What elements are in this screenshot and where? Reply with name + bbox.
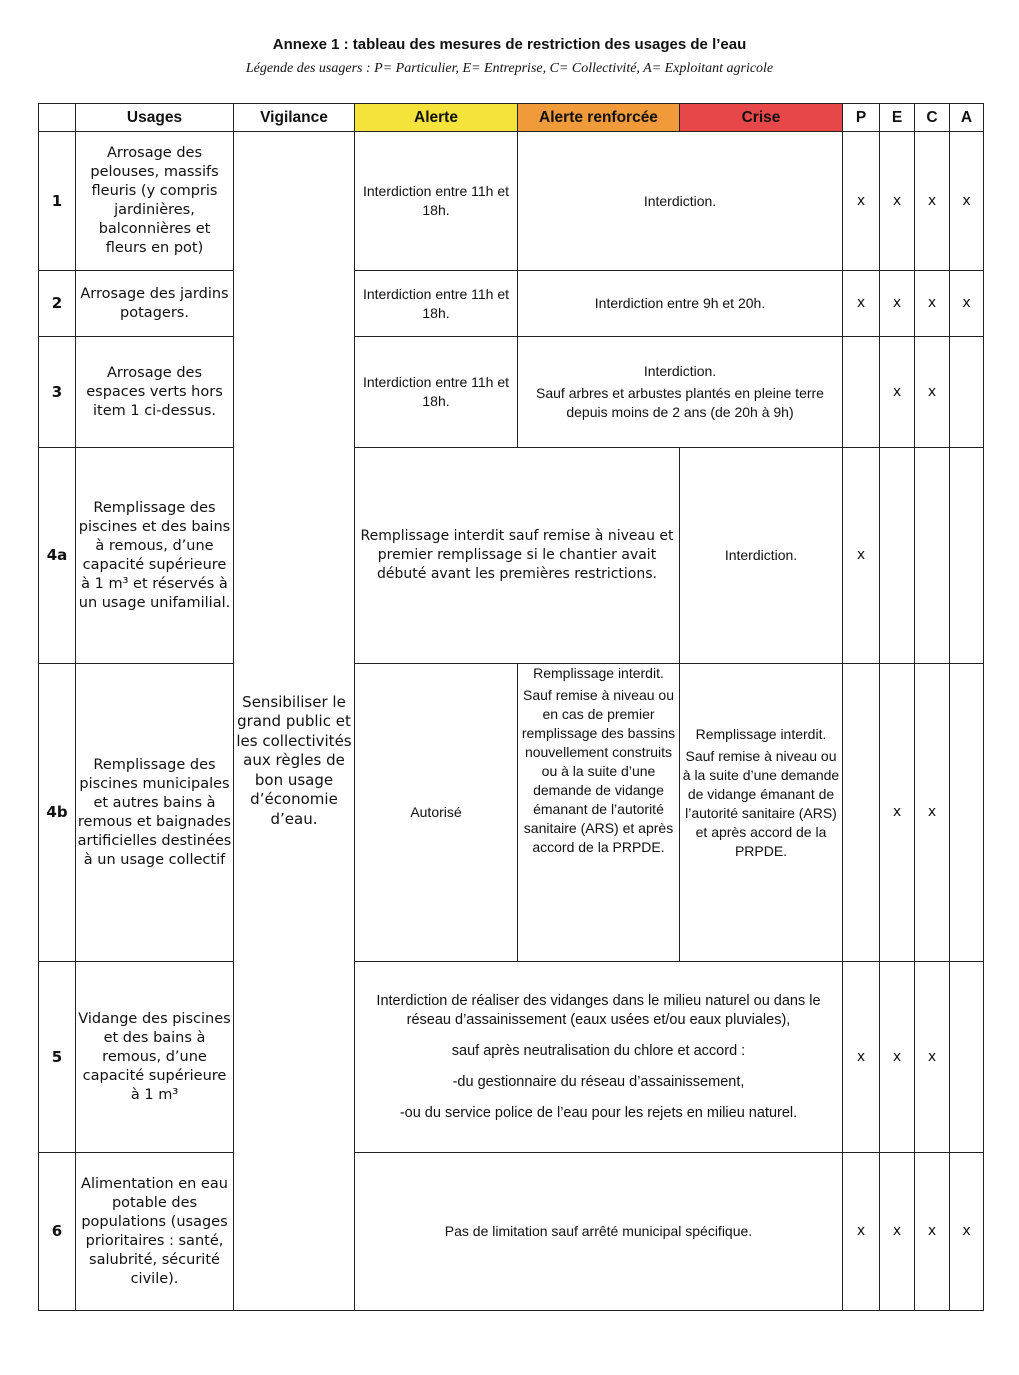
- mark-a: [950, 448, 984, 664]
- mark-a: [950, 337, 984, 448]
- restriction-line: Interdiction de réaliser des vidanges dans le milieu naturel ou dans le réseau d’assainissement (eaux usées et/ou eaux pluviales),: [376, 992, 821, 1028]
- crise-cell: Interdiction.: [680, 448, 843, 664]
- table-row: [39, 132, 984, 271]
- mark-p: x: [843, 448, 880, 664]
- mark-c: [915, 448, 950, 664]
- mark-c: x: [915, 962, 950, 1153]
- mark-c: x: [915, 1153, 950, 1311]
- header-alerte: Alerte: [355, 104, 518, 132]
- mark-p: x: [843, 271, 880, 337]
- table-row: [39, 271, 984, 337]
- restriction-exception: Sauf remise à niveau ou à la suite d’une demande de vidange émanant de l’autorité sanitaire (ARS) et après accord de la PRPDE.: [682, 747, 840, 859]
- row-number: 5: [39, 962, 76, 1153]
- header-number: [39, 104, 76, 132]
- mark-e: x: [880, 1153, 915, 1311]
- mark-p: x: [843, 1153, 880, 1311]
- users-legend: Légende des usagers : P= Particulier, E= Entreprise, C= Collectivité, A= Exploitant agricole: [245, 61, 774, 76]
- row-number: 4a: [39, 448, 76, 664]
- row-number: 1: [39, 132, 76, 271]
- usage-cell: Arrosage des pelouses, massifs fleuris (y compris jardinières, balconnières et fleurs en pot): [76, 132, 234, 271]
- document-title: Annexe 1 : tableau des mesures de restriction des usages de l’eau: [272, 36, 747, 53]
- table-row: [39, 1153, 984, 1311]
- restriction-table: [38, 103, 984, 1311]
- renforcee-cell: [518, 664, 680, 962]
- restriction-line: Interdiction.: [643, 363, 717, 379]
- header-e: E: [880, 104, 915, 132]
- table-row: [39, 448, 984, 664]
- mark-e: x: [880, 271, 915, 337]
- header-usages: Usages: [76, 104, 234, 132]
- crise-cell: [680, 664, 843, 962]
- restriction-line: Remplissage interdit.: [695, 725, 827, 742]
- usage-cell: Vidange des piscines et des bains à remous, d’une capacité supérieure à 1 m³: [76, 962, 234, 1153]
- alerte-cell: Autorisé: [355, 664, 518, 962]
- usage-cell: Alimentation en eau potable des populations (usages prioritaires : santé, salubrité, sécurité civile).: [76, 1153, 234, 1311]
- header-p: P: [843, 104, 880, 132]
- table-row: [39, 337, 984, 448]
- mark-c: x: [915, 337, 950, 448]
- alerte-cell: Interdiction entre 11h et 18h.: [355, 271, 518, 337]
- table-row: [39, 664, 984, 962]
- usage-cell: Remplissage des piscines et des bains à remous, d’une capacité supérieure à 1 m³ et réservés à un usage unifamilial.: [76, 448, 234, 664]
- mark-e: [880, 448, 915, 664]
- alerte-renforcee-crise-cell: Pas de limitation sauf arrêté municipal spécifique.: [355, 1153, 843, 1311]
- renforcee-crise-cell: [518, 337, 843, 448]
- mark-a: x: [950, 271, 984, 337]
- header-crise: Crise: [680, 104, 843, 132]
- usage-cell: Remplissage des piscines municipales et autres bains à remous et baignades artificielles destinées à un usage collectif: [76, 664, 234, 962]
- alerte-renforcee-cell: Remplissage interdit sauf remise à niveau et premier remplissage si le chantier avait débuté avant les premières restrictions.: [355, 448, 680, 664]
- renforcee-crise-cell: Interdiction.: [518, 132, 843, 271]
- mark-e: x: [880, 962, 915, 1153]
- restriction-exception: sauf après neutralisation du chlore et accord :: [451, 1042, 746, 1059]
- header-a: A: [950, 104, 984, 132]
- restriction-exception-item: -ou du service police de l’eau pour les rejets en milieu naturel.: [399, 1104, 798, 1121]
- header-row: [39, 104, 984, 132]
- mark-e: x: [880, 337, 915, 448]
- restriction-line: Remplissage interdit.: [533, 665, 664, 681]
- mark-c: x: [915, 132, 950, 271]
- mark-c: x: [915, 271, 950, 337]
- renforcee-crise-cell: Interdiction entre 9h et 20h.: [518, 271, 843, 337]
- usage-cell: Arrosage des jardins potagers.: [76, 271, 234, 337]
- header-vigilance: Vigilance: [234, 104, 355, 132]
- alerte-cell: Interdiction entre 11h et 18h.: [355, 132, 518, 271]
- restriction-exception: Sauf arbres et arbustes plantés en pleine terre depuis moins de 2 ans (de 20h à 9h): [536, 385, 824, 420]
- mark-p: [843, 337, 880, 448]
- row-number: 4b: [39, 664, 76, 962]
- header-alerte-renforcee: Alerte renforcée: [518, 104, 680, 132]
- header-c: C: [915, 104, 950, 132]
- usage-cell: Arrosage des espaces verts hors item 1 ci-dessus.: [76, 337, 234, 448]
- mark-e: x: [880, 132, 915, 271]
- mark-p: [843, 664, 880, 962]
- alerte-cell: Interdiction entre 11h et 18h.: [355, 337, 518, 448]
- row-number: 2: [39, 271, 76, 337]
- restriction-exception: Sauf remise à niveau ou en cas de premier remplissage des bassins nouvellement construits ou à la suite d’une demande de vidange émanant de l’autorité sanitaire (ARS) et après accord de la PRPDE.: [521, 687, 676, 855]
- mark-e: x: [880, 664, 915, 962]
- alerte-renforcee-crise-cell: [355, 962, 843, 1153]
- mark-a: [950, 664, 984, 962]
- mark-p: x: [843, 962, 880, 1153]
- mark-a: x: [950, 1153, 984, 1311]
- vigilance-cell: Sensibiliser le grand public et les collectivités aux règles de bon usage d’économie d’eau.: [234, 132, 355, 1311]
- mark-c: x: [915, 664, 950, 962]
- mark-p: x: [843, 132, 880, 271]
- table-row: [39, 962, 984, 1153]
- restriction-exception-item: -du gestionnaire du réseau d’assainissement,: [452, 1073, 745, 1090]
- row-number: 6: [39, 1153, 76, 1311]
- mark-a: x: [950, 132, 984, 271]
- row-number: 3: [39, 337, 76, 448]
- mark-a: [950, 962, 984, 1153]
